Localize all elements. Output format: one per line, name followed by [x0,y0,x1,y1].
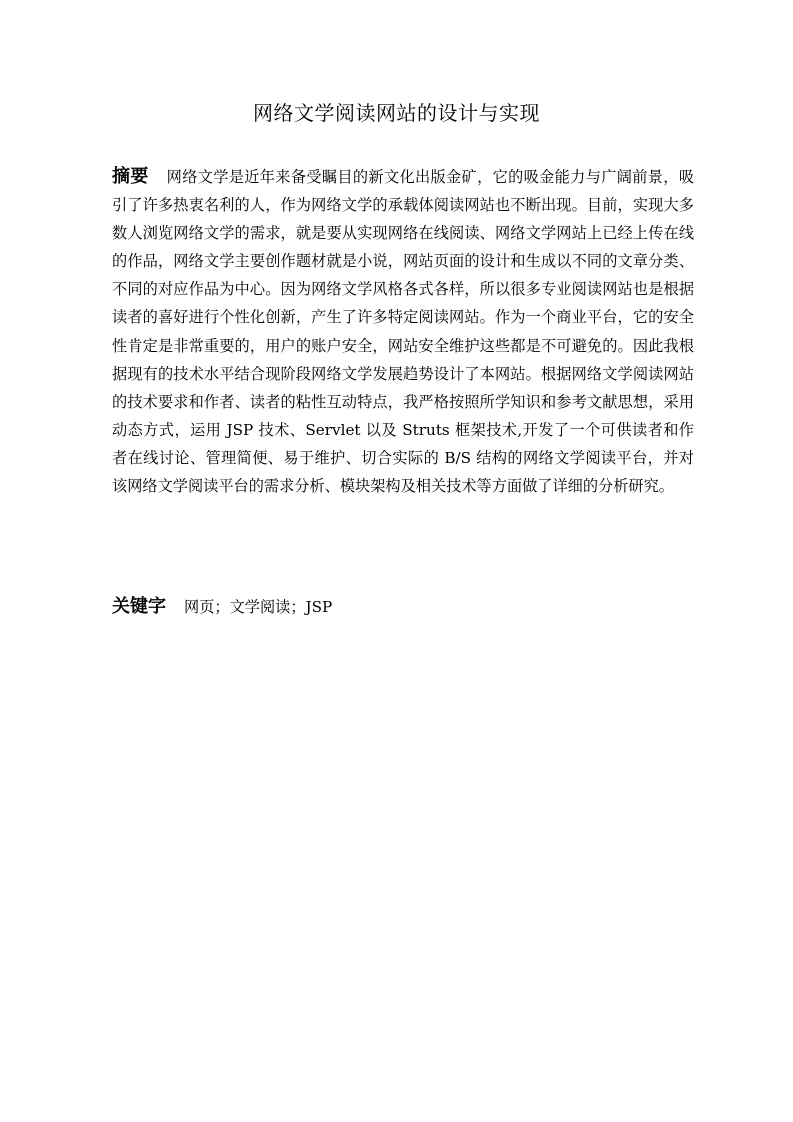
keywords-section [112,593,694,621]
keywords-text: 网页；文学阅读；JSP [184,598,333,616]
abstract-label: 摘要 [112,166,149,187]
abstract-text: 网络文学是近年来备受瞩目的新文化出版金矿，它的吸金能力与广阔前景，吸引了许多热衷名利的人，作为网络文学的承载体阅读网站也不断出现。目前，实现大多数人浏览网络文学的需求，就是要从实现网络在线阅读、网络文学网站上已经上传在线的作品，网络文学主要创作题材就是小说，网站页面的设计和生成以不同的文章分类、不同的对应作品为中心。因为网络文学风格各式各样，所以很多专业阅读网站也是根据读者的喜好进行个性化创新，产生了许多特定阅读网站。作为一个商业平台，它的安全性肯定是非常重要的，用户的账户安全，网站安全维护这些都是不可避免的。因此我根据现有的技术水平结合现阶段网络文学发展趋势设计了本网站。根据网络文学阅读网站的技术要求和作者、读者的粘性互动特点，我严格按照所学知识和参考文献思想，采用动态方式，运用 JSP 技术、Servlet 以及 Struts 框架技术,开发了一个可供读者和作者在线讨论、管理简便、易于维护、切合实际的 B/S 结构的网络文学阅读平台，并对该网络文学阅读平台的需求分析、模块架构及相关技术等方面做了详细的分析研究。 [112,168,695,496]
keywords-label: 关键字 [112,596,166,617]
page-title: 网络文学阅读网站的设计与实现 [253,101,540,125]
abstract-section [112,163,694,500]
